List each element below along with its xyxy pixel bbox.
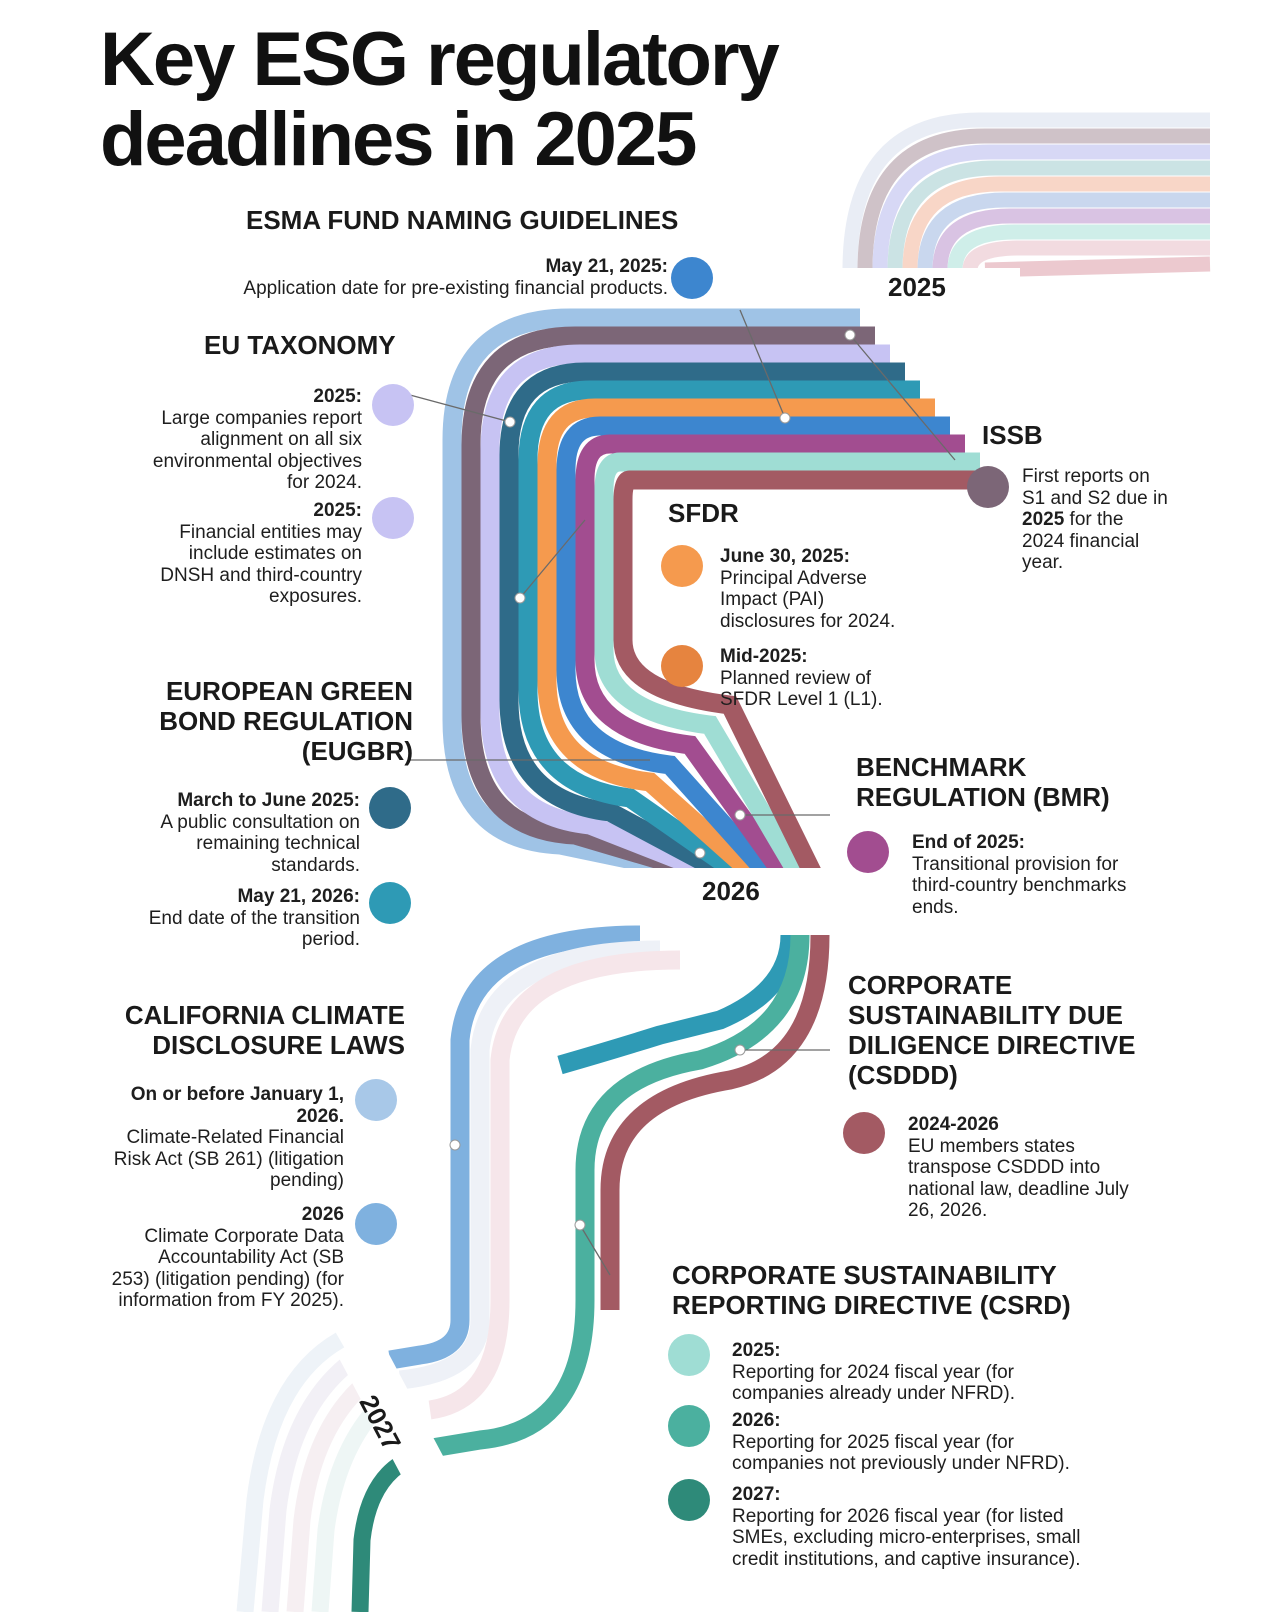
csrd-heading (672, 1260, 1071, 1320)
marker-csrd-2 (668, 1405, 710, 1447)
entry-date: 2025: (313, 386, 362, 407)
entry-date: 2026 (301, 1204, 344, 1225)
entry-line: alignment on all six (200, 429, 362, 450)
entry-date: 2026: (732, 1410, 781, 1431)
entry-line: First reports on (1022, 466, 1150, 487)
issb-entry (1022, 466, 1252, 574)
leader-dot (845, 330, 855, 340)
entry-line: ends. (912, 896, 959, 918)
sfdr-entry (720, 546, 960, 632)
entry-line: companies not previously under NFRD). (732, 1453, 1070, 1474)
entry-line: transpose CSDDD into (908, 1157, 1101, 1178)
leader-dot (450, 1140, 460, 1150)
heading-line: CORPORATE SUSTAINABILITY (672, 1260, 1057, 1290)
entry-date: Mid-2025: (720, 646, 808, 667)
entry-date: 2026. (296, 1105, 344, 1127)
heading-line: REPORTING DIRECTIVE (CSRD) (672, 1290, 1071, 1320)
entry-line: Climate-Related Financial (126, 1127, 344, 1148)
heading-line: CALIFORNIA CLIMATE (124, 1000, 405, 1030)
eu-taxonomy-entry (100, 500, 362, 608)
entry-line: Financial entities may (179, 521, 362, 543)
entry-line: companies already under NFRD). (732, 1383, 1016, 1404)
entry-line: Reporting for 2024 fiscal year (for (732, 1361, 1014, 1383)
heading-line: DISCLOSURE LAWS (152, 1030, 405, 1060)
entry-date: May 21, 2026: (237, 886, 360, 907)
entry-bold-year: 2025 (1022, 509, 1065, 530)
title-line: Key ESG regulatory (100, 17, 778, 102)
bmr-entry (912, 832, 1182, 918)
marker-csrd-3 (668, 1479, 710, 1521)
california-entry (70, 1084, 344, 1192)
year-label-2027: 2027 (353, 1390, 408, 1456)
csrd-entry (732, 1340, 1152, 1405)
issb-heading: ISSB (982, 420, 1043, 450)
eu-taxonomy-heading: EU TAXONOMY (204, 330, 396, 360)
heading-line: BENCHMARK (856, 752, 1027, 782)
entry-line: include estimates on (188, 543, 362, 564)
entry-line: Climate Corporate Data (144, 1225, 344, 1247)
marker-cal-2 (355, 1203, 397, 1245)
leader-dot (515, 593, 525, 603)
entry-line: environmental objectives (152, 450, 362, 472)
heading-line: CORPORATE (848, 970, 1013, 1000)
marker-csddd (843, 1112, 885, 1154)
sfdr-entry (720, 646, 960, 711)
heading-line: BOND REGULATION (159, 706, 413, 736)
entry-line: End date of the transition (148, 907, 360, 929)
entry-date: March to June 2025: (177, 790, 360, 811)
marker-sfdr-2 (661, 645, 703, 687)
leader-dot (735, 810, 745, 820)
entry-line: EU members states (908, 1135, 1075, 1157)
bmr-heading (856, 752, 1110, 812)
heading-line: (EUGBR) (301, 736, 413, 766)
entry-line: year. (1022, 552, 1064, 573)
page-title (100, 17, 778, 182)
csrd-entry (732, 1410, 1152, 1475)
heading-line: SUSTAINABILITY DUE (848, 1000, 1123, 1030)
entry-line: period. (301, 929, 360, 950)
entry-line: Accountability Act (SB (158, 1247, 344, 1268)
entry-line: pending) (270, 1170, 344, 1191)
marker-esma (671, 257, 713, 299)
entry-line: 26, 2026. (908, 1200, 988, 1221)
marker-sfdr-1 (661, 545, 703, 587)
marker-eu-tax-1 (372, 384, 414, 426)
marker-eugbr-1 (369, 787, 411, 829)
entry-line: SFDR Level 1 (L1). (720, 689, 883, 710)
esma-entry (148, 256, 668, 299)
heading-line: EUROPEAN GREEN (165, 676, 413, 706)
entry-line: for 2024. (287, 472, 362, 493)
entry-line: credit institutions, and captive insurance). (732, 1548, 1081, 1570)
entry-text: Application date for pre-existing financial products. (243, 277, 668, 299)
entry-line: Principal Adverse (720, 567, 867, 589)
eu-taxonomy-entry (100, 386, 362, 494)
ribbon-fan-top (850, 120, 1210, 270)
entry-line: information from FY 2025). (118, 1290, 344, 1311)
california-heading (80, 1000, 405, 1060)
entry-date: May 21, 2025: (545, 256, 668, 277)
eugbr-entry (100, 886, 360, 951)
entry-line: Reporting for 2025 fiscal year (for (732, 1431, 1014, 1453)
heading-line: DILIGENCE DIRECTIVE (848, 1030, 1136, 1060)
entry-line: 253) (litigation pending) (for (111, 1268, 344, 1290)
marker-eu-tax-2 (372, 497, 414, 539)
entry-line: remaining technical (196, 833, 360, 854)
entry-line: third-country benchmarks (912, 875, 1127, 896)
year-label-2026: 2026 (702, 876, 760, 906)
entry-line: S1 and S2 due in (1022, 487, 1168, 509)
csrd-entry (732, 1484, 1152, 1570)
entry-line: Risk Act (SB 261) (litigation (113, 1148, 344, 1170)
leader-dot (695, 848, 705, 858)
entry-line: Impact (PAI) (720, 589, 825, 610)
entry-line: for the (1064, 509, 1124, 530)
heading-line: REGULATION (BMR) (856, 782, 1110, 812)
entry-line: SMEs, excluding micro-enterprises, small (732, 1527, 1081, 1548)
entry-date: End of 2025: (912, 832, 1025, 853)
csddd-heading (848, 970, 1135, 1090)
csddd-entry (908, 1114, 1188, 1222)
sfdr-heading: SFDR (668, 498, 739, 528)
entry-line: Transitional provision for (912, 853, 1119, 875)
entry-date: 2025: (732, 1340, 781, 1361)
leader-dot (505, 417, 515, 427)
eugbr-entry (100, 790, 360, 876)
marker-bmr (847, 831, 889, 873)
california-entry (70, 1204, 344, 1312)
marker-eugbr-2 (369, 882, 411, 924)
entry-date: June 30, 2025: (720, 546, 850, 567)
esma-heading: ESMA FUND NAMING GUIDELINES (246, 205, 679, 235)
entry-line: exposures. (269, 586, 362, 607)
entry-line: Reporting for 2026 fiscal year (for listed (732, 1505, 1064, 1527)
entry-line: Large companies report (161, 407, 362, 429)
entry-line: disclosures for 2024. (720, 610, 896, 632)
entry-line: Planned review of (720, 667, 872, 689)
marker-issb (967, 466, 1009, 508)
entry-line: standards. (271, 854, 360, 876)
entry-date: 2025: (313, 500, 362, 521)
entry-date: 2024-2026 (908, 1114, 999, 1135)
leader-dot (735, 1045, 745, 1055)
leader-dot (575, 1220, 585, 1230)
entry-line: DNSH and third-country (160, 564, 362, 586)
entry-date: 2027: (732, 1484, 781, 1505)
leader-dot (780, 413, 790, 423)
entry-line: 2024 financial (1022, 530, 1140, 552)
eugbr-heading (110, 676, 413, 766)
marker-cal-1 (355, 1079, 397, 1121)
entry-line: A public consultation on (160, 811, 360, 833)
marker-csrd-1 (668, 1334, 710, 1376)
title-line: deadlines in 2025 (100, 97, 696, 182)
entry-date: On or before January 1, (130, 1084, 344, 1105)
heading-line: (CSDDD) (848, 1060, 958, 1090)
entry-line: national law, deadline July (908, 1178, 1129, 1200)
year-label-2025: 2025 (888, 272, 946, 302)
